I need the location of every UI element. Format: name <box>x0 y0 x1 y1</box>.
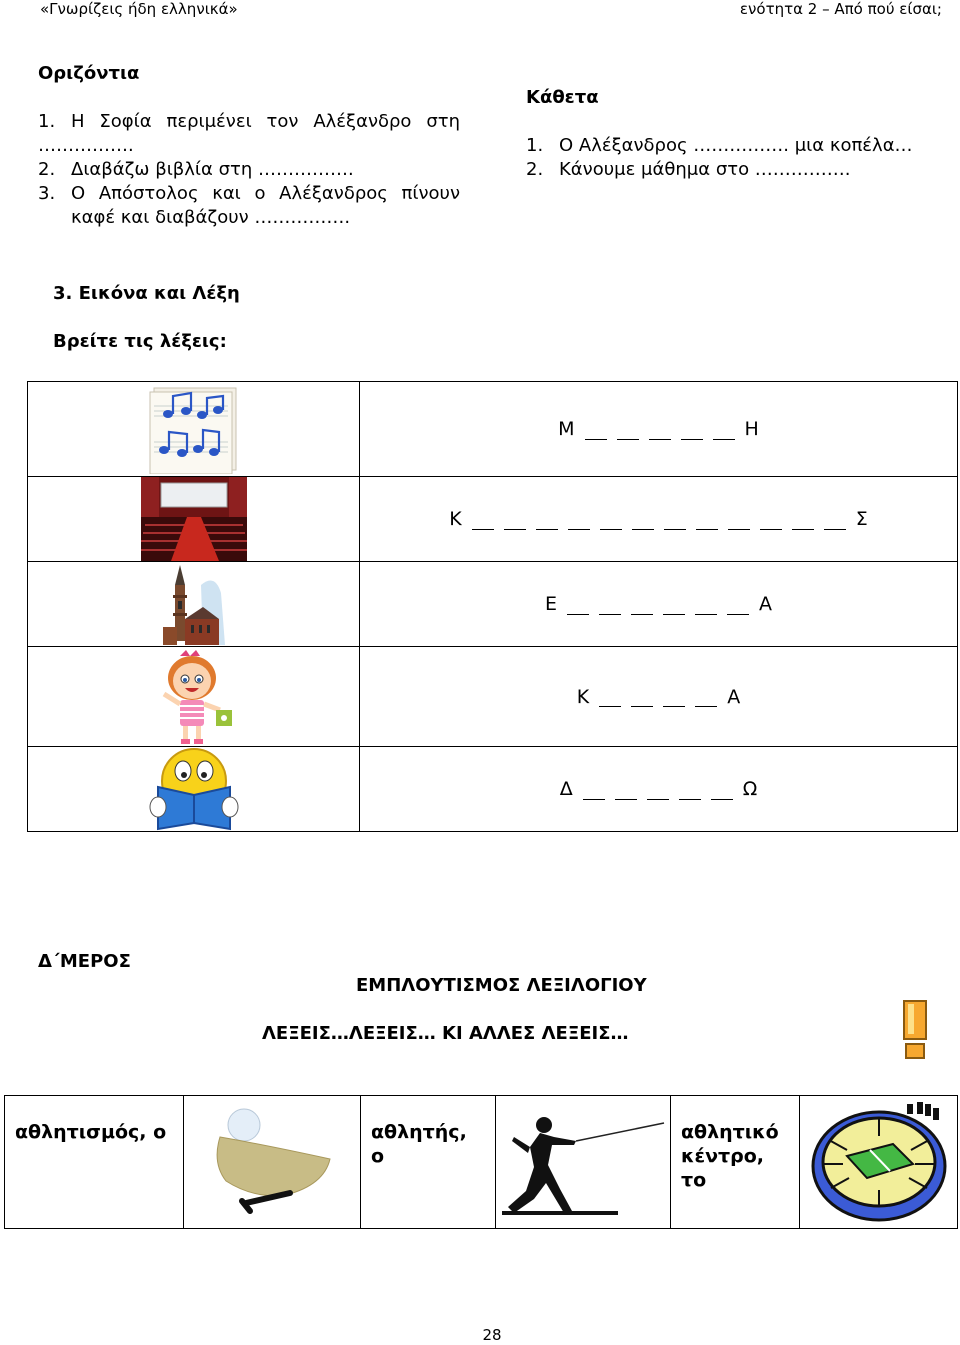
part-subtitle: ΛΕΞΕΙΣ…ΛΕΞΕΙΣ… ΚΙ ΑΛΛΕΣ ΛΕΞΕΙΣ… <box>262 1023 629 1044</box>
letter-blank[interactable] <box>727 594 749 615</box>
letter-blank[interactable] <box>585 419 607 440</box>
clue-text: Η Σοφία περιμένει τον Αλέξανδρο στη <box>71 111 460 132</box>
across-clue-3 <box>38 182 460 230</box>
vocab-word-line: κέντρο, το <box>681 1145 765 1191</box>
letter-blank[interactable] <box>599 686 621 707</box>
page-number: 28 <box>482 1326 502 1344</box>
vocab-word: αθλητής, ο <box>371 1121 467 1167</box>
header-unit-title: ενότητα 2 – Από πού είσαι; <box>739 0 942 18</box>
letter-blank[interactable] <box>792 509 814 530</box>
first-letter: Ε <box>544 593 557 615</box>
exclamation-icon <box>902 1000 928 1064</box>
letter-blank[interactable] <box>649 419 671 440</box>
clue-number: 2. <box>526 159 544 180</box>
letter-blank[interactable] <box>664 509 686 530</box>
section-instruction: Βρείτε τις λέξεις: <box>53 331 227 352</box>
first-letter: Κ <box>449 508 462 530</box>
letter-blank[interactable] <box>536 509 558 530</box>
vocab-word: αθλητισμός, ο <box>15 1121 167 1143</box>
letter-blank[interactable] <box>711 779 733 800</box>
part-title: ΕΜΠΛΟΥΤΙΣΜΟΣ ΛΕΞΙΛΟΓΙΟΥ <box>356 975 647 996</box>
clue-text: Ο Αλέξανδρος ……………. μια κοπέλα… <box>559 135 913 156</box>
across-clue-list <box>38 110 460 230</box>
word-slots <box>360 508 957 530</box>
down-clue-list <box>526 134 946 182</box>
letter-blank[interactable] <box>695 594 717 615</box>
letter-blank[interactable] <box>504 509 526 530</box>
first-letter: Δ <box>559 778 573 800</box>
letter-blank[interactable] <box>567 594 589 615</box>
last-letter: Η <box>744 418 759 440</box>
church-icon <box>28 563 359 645</box>
clue-number: 1. <box>38 111 56 132</box>
letter-blank[interactable] <box>631 594 653 615</box>
music-notes-icon <box>28 384 359 474</box>
last-letter: Α <box>759 593 772 615</box>
header-book-title: «Γνωρίζεις ήδη ελληνικά» <box>40 0 238 18</box>
letter-blank[interactable] <box>713 419 735 440</box>
letter-blank[interactable] <box>632 509 654 530</box>
picture-word-table <box>27 381 958 832</box>
word-slots <box>360 418 957 440</box>
letter-blank[interactable] <box>568 509 590 530</box>
down-title: Κάθετα <box>526 87 599 108</box>
clue-text: Κάνουμε μάθημα στο ……………. <box>559 159 851 180</box>
girl-icon <box>28 648 359 746</box>
clue-text: Διαβάζω βιβλία στη ……………. <box>71 159 354 180</box>
letter-blank[interactable] <box>760 509 782 530</box>
clue-text-cont: καφέ και διαβάζουν ……………. <box>71 207 351 228</box>
across-clue-1 <box>38 110 460 134</box>
golf-icon <box>184 1096 360 1227</box>
word-row <box>28 562 958 647</box>
word-row <box>28 647 958 747</box>
across-clue-2 <box>38 158 460 182</box>
reading-smiley-icon <box>28 747 359 831</box>
down-clue-2 <box>526 158 946 182</box>
clue-blank: ……………. <box>38 135 134 156</box>
letter-blank[interactable] <box>696 509 718 530</box>
first-letter: Κ <box>576 685 590 708</box>
letter-blank[interactable] <box>679 779 701 800</box>
word-row <box>28 382 958 477</box>
letter-blank[interactable] <box>663 686 685 707</box>
last-letter: Ω <box>742 778 758 800</box>
stadium-icon <box>800 1096 957 1227</box>
vocabulary-table <box>4 1095 958 1229</box>
letter-blank[interactable] <box>663 594 685 615</box>
letter-blank[interactable] <box>472 509 494 530</box>
part-label: Δ΄ΜΕΡΟΣ <box>38 951 131 972</box>
last-letter: Α <box>727 685 741 708</box>
across-clue-1-cont <box>38 134 460 158</box>
across-title: Οριζόντια <box>38 63 140 84</box>
letter-blank[interactable] <box>681 419 703 440</box>
letter-blank[interactable] <box>583 779 605 800</box>
word-slots <box>360 778 957 800</box>
letter-blank[interactable] <box>631 686 653 707</box>
letter-blank[interactable] <box>600 509 622 530</box>
letter-blank[interactable] <box>824 509 846 530</box>
clue-text: Ο Απόστολος και ο Αλέξανδρος πίνουν <box>71 183 460 204</box>
clue-number: 3. <box>38 183 56 204</box>
fencer-icon <box>496 1096 670 1227</box>
letter-blank[interactable] <box>599 594 621 615</box>
down-clue-1 <box>526 134 946 158</box>
vocab-word <box>671 1096 799 1192</box>
clue-number: 2. <box>38 159 56 180</box>
last-letter: Σ <box>855 508 868 530</box>
letter-blank[interactable] <box>617 419 639 440</box>
letter-blank[interactable] <box>647 779 669 800</box>
cinema-hall-icon <box>28 477 359 561</box>
letter-blank[interactable] <box>695 686 717 707</box>
word-slots <box>360 686 957 708</box>
clue-number: 1. <box>526 135 544 156</box>
vocab-word-line: αθλητικό <box>681 1121 779 1143</box>
letter-blank[interactable] <box>728 509 750 530</box>
section-title: 3. Εικόνα και Λέξη <box>53 283 240 304</box>
word-row <box>28 477 958 562</box>
first-letter: Μ <box>558 418 575 440</box>
word-row <box>28 747 958 832</box>
letter-blank[interactable] <box>615 779 637 800</box>
word-slots <box>360 593 957 615</box>
